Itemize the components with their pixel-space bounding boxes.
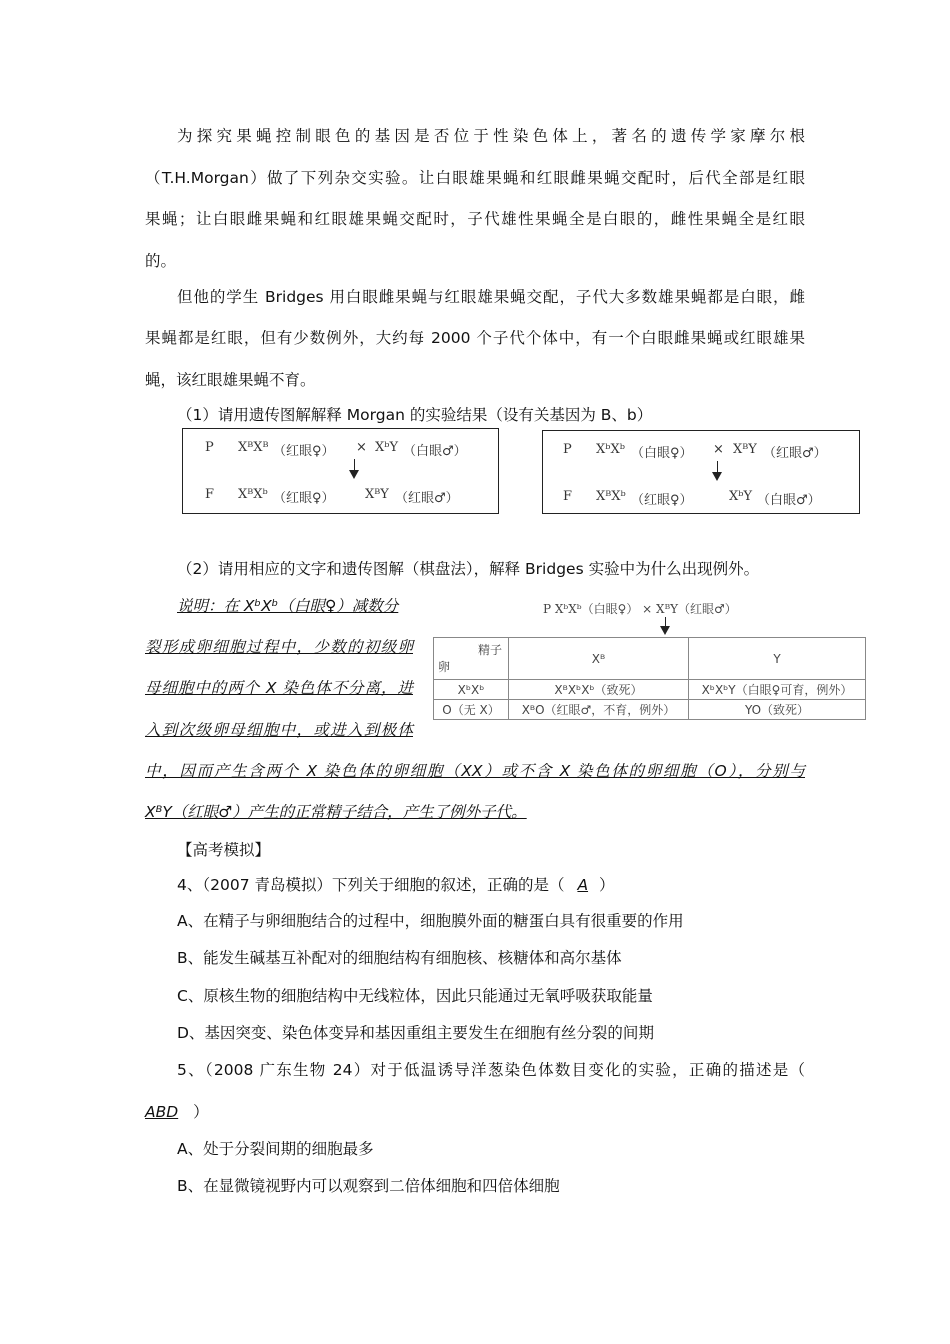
cell-xbo: XᴮO（红眼♂，不育，例外） [509,700,689,720]
question-5-close-paren: ） [193,1103,209,1121]
offspring-genotype-female: XᴮXᵇ [596,489,626,504]
question-5-option-b: B、在显微镜视野内可以观察到二倍体细胞和四倍体细胞 [177,1177,560,1195]
question-4-text: 4、（2007 青岛模拟）下列关于细胞的叙述，正确的是（ [177,876,565,894]
intro-paragraph-1-line-1: 为探究果蝇控制眼色的基因是否位于性染色体上，著名的遗传学家摩尔根 [177,127,805,145]
intro-paragraph-1-line-4: 的。 [145,252,177,270]
intro-paragraph-2-line-3: 蝇，该红眼雄果蝇不育。 [145,371,316,389]
punnett-corner-cell [434,638,509,680]
question-2-text: （2）请用相应的文字和遗传图解（棋盘法），解释 Bridges 实验中为什么出现例外。 [177,560,760,578]
explanation-line-6: XᴮY（红眼♂）产生的正常精子结合，产生了例外子代。 [145,803,527,821]
question-4-close-paren: ） [598,876,615,894]
bridges-parent-cross: P XᵇXᵇ（白眼♀） × XᴮY（红眼♂） [543,602,737,616]
question-5-answer: ABD [145,1103,179,1121]
morgan-cross-1-diagram [182,428,499,514]
intro-paragraph-1-line-2: （T.H.Morgan）做了下列杂交实验。让白眼雄果蝇和红眼雌果蝇交配时，后代全部是红眼 [145,169,805,187]
explanation-line-4: 入到次级卵母细胞中，或进入到极体 [145,721,413,739]
offspring-genotype-female: XᴮXᵇ [238,487,268,502]
column-header-xb: Xᴮ [509,638,689,680]
corner-egg-label: 卵 [438,660,451,674]
offspring-genotype-male: XᵇY [729,489,753,504]
question-5-option-a: A、处于分裂间期的细胞最多 [177,1140,374,1158]
section-heading: 【高考模拟】 [177,841,271,859]
question-4-stem [177,875,615,895]
parent-genotype-male: XᵇY [375,440,399,455]
cross-symbol: × [713,442,724,457]
question-4-option-c: C、原核生物的细胞结构中无线粒体，因此只能通过无氧呼吸获取能量 [177,987,653,1005]
row-header-xbxb: XᵇXᵇ [434,680,509,700]
question-4-option-a: A、在精子与卵细胞结合的过程中，细胞膜外面的糖蛋白具有很重要的作用 [177,912,684,930]
offspring-phenotype-female: （红眼♀） [631,493,693,508]
row-header-o: O（无 X） [434,700,509,720]
explanation-line-1: 说明：在 XᵇXᵇ（白眼♀）减数分 [177,597,399,615]
offspring-label: F [205,487,215,502]
morgan-cross-2-diagram [542,430,860,514]
cell-xbxbxb: XᴮXᵇXᵇ（致死） [509,680,689,700]
question-4-option-b: B、能发生碱基互补配对的细胞结构有细胞核、核糖体和高尔基体 [177,949,622,967]
parent-phenotype-male: （白眼♂） [403,444,467,459]
question-4-option-d: D、基因突变、染色体变异和基因重组主要发生在细胞有丝分裂的间期 [177,1024,654,1042]
parent-phenotype-female: （白眼♀） [631,446,693,461]
cell-yo: YO（致死） [689,700,866,720]
parent-genotype-male: XᴮY [733,442,757,457]
cross-symbol: × [356,440,367,455]
parent-label: P [563,442,572,457]
intro-paragraph-1-line-3: 果蝇；让白眼雌果蝇和红眼雄果蝇交配时，子代雄性果蝇全是白眼的，雌性果蝇全是红眼 [145,210,805,228]
punnett-square [433,637,866,720]
parent-phenotype-male: （红眼♂） [763,446,827,461]
parent-genotype-female: XᵇXᵇ [596,442,625,457]
question-1-text: （1）请用遗传图解解释 Morgan 的实验结果（设有关基因为 B、b） [177,406,653,424]
parent-genotype-female: XᴮXᴮ [238,440,269,455]
intro-paragraph-2-line-2: 果蝇都是红眼，但有少数例外，大约每 2000 个子代个体中，有一个白眼雌果蝇或红眼雄果 [145,329,805,347]
question-4-answer: A [577,876,589,894]
parent-phenotype-female: （红眼♀） [273,444,335,459]
offspring-label: F [563,489,573,504]
offspring-phenotype-male: （白眼♂） [757,493,821,508]
intro-paragraph-2-line-1: 但他的学生 Bridges 用白眼雌果蝇与红眼雄果蝇交配，子代大多数雄果蝇都是白眼，雌 [177,288,805,306]
column-header-y: Y [689,638,866,680]
parent-label: P [205,440,214,455]
offspring-phenotype-male: （红眼♂） [395,491,459,506]
explanation-line-3: 母细胞中的两个 X 染色体不分离，进 [145,679,413,697]
question-5-text: 5、（2008 广东生物 24）对于低温诱导洋葱染色体数目变化的实验，正确的描述是（ [177,1061,805,1079]
explanation-line-5: 中，因而产生含两个 X 染色体的卵细胞（XX）或不含 X 染色体的卵细胞（O），分别与 [145,762,805,780]
question-5-answer-line [145,1102,209,1122]
offspring-genotype-male: XᴮY [365,487,389,502]
offspring-phenotype-female: （红眼♀） [273,491,335,506]
explanation-line-2: 裂形成卵细胞过程中，少数的初级卵 [145,638,413,656]
corner-sperm-label: 精子 [477,643,502,657]
cell-xbxby: XᵇXᵇY（白眼♀可育，例外） [689,680,866,700]
